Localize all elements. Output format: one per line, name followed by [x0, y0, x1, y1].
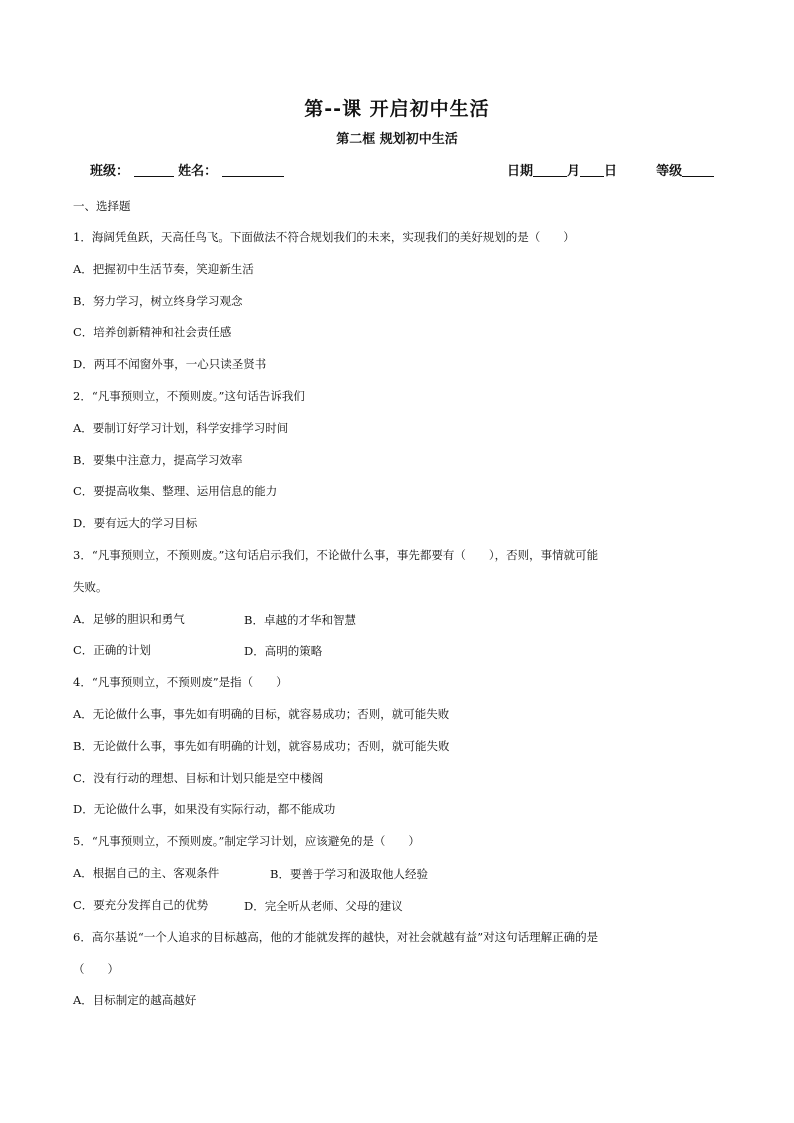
- question-4-option-d: D．无论做什么事，如果没有实际行动，都不能成功: [73, 802, 336, 816]
- question-3-option-c: C．正确的计划: [73, 643, 151, 657]
- question-6-stem: 6．高尔基说“一个人追求的目标越高，他的才能就发挥的越快，对社会就越有益”对这句话理解正确的是: [73, 930, 599, 944]
- section-title: 一、选择题: [73, 199, 131, 213]
- question-5-option-b: B．要善于学习和汲取他人经验: [270, 867, 428, 881]
- question-3-option-b: B．卓越的才华和智慧: [244, 613, 356, 627]
- question-2-option-b: B．要集中注意力，提高学习效率: [73, 453, 243, 467]
- question-6-option-a: A．目标制定的越高越好: [73, 993, 197, 1007]
- question-4-option-c: C．没有行动的理想、目标和计划只能是空中楼阁: [73, 771, 324, 785]
- name-label: 姓名：: [178, 164, 218, 179]
- question-5-option-a: A．根据自己的主、客观条件: [73, 866, 220, 880]
- question-2-option-a: A．要制订好学习计划，科学安排学习时间: [73, 421, 289, 435]
- question-5-option-c: C．要充分发挥自己的优势: [73, 898, 209, 912]
- question-1-stem: 1．海阔凭鱼跃，天高任鸟飞。下面做法不符合规划我们的未来，实现我们的美好规划的是（ ）: [73, 230, 575, 244]
- student-info: [90, 160, 284, 179]
- month-blank: [580, 163, 604, 177]
- name-blank: [222, 163, 284, 177]
- question-5-option-d: D．完全听从老师、父母的建议: [244, 899, 403, 913]
- question-2-stem: 2．“凡事预则立，不预则废。”这句话告诉我们: [73, 389, 305, 403]
- question-1-option-b: B．努力学习，树立终身学习观念: [73, 294, 243, 308]
- date-label: 日期: [507, 164, 534, 179]
- question-3-stem-continued: 失败。: [73, 580, 108, 594]
- question-1-option-d: D．两耳不闻窗外事，一心只读圣贤书: [73, 357, 267, 371]
- question-3-option-a: A．足够的胆识和勇气: [73, 612, 185, 626]
- question-1-option-c: C．培养创新精神和社会责任感: [73, 325, 232, 339]
- class-label: 班级：: [90, 164, 130, 179]
- question-6-stem-continued: （ ）: [73, 962, 119, 976]
- class-blank: [134, 163, 174, 177]
- day-label: 日: [604, 164, 618, 179]
- question-4-stem: 4．“凡事预则立，不预则废”是指（ ）: [73, 675, 288, 689]
- question-3-stem: 3．“凡事预则立，不预则废。”这句话启示我们，不论做什么事，事先都要有（ ），否则，事情就可能: [73, 548, 599, 562]
- grade-label: 等级: [656, 164, 683, 179]
- page-subtitle: 第二框 规划初中生活: [336, 132, 458, 147]
- question-2-option-d: D．要有远大的学习目标: [73, 516, 198, 530]
- grade-blank: [682, 163, 714, 177]
- question-5-stem: 5．“凡事预则立，不预则废。”制定学习计划，应该避免的是（ ）: [73, 834, 420, 848]
- question-4-option-b: B．无论做什么事，事先如有明确的计划，就容易成功；否则，就可能失败: [73, 739, 450, 753]
- date-blank: [533, 163, 567, 177]
- page-title: 第--课 开启初中生活: [304, 98, 490, 120]
- date-grade-info: [507, 160, 714, 179]
- question-4-option-a: A．无论做什么事，事先如有明确的目标，就容易成功；否则，就可能失败: [73, 707, 450, 721]
- question-2-option-c: C．要提高收集、整理、运用信息的能力: [73, 484, 278, 498]
- question-1-option-a: A．把握初中生活节奏，笑迎新生活: [73, 262, 254, 276]
- question-3-option-d: D．高明的策略: [244, 644, 323, 658]
- month-label: 月: [567, 164, 581, 179]
